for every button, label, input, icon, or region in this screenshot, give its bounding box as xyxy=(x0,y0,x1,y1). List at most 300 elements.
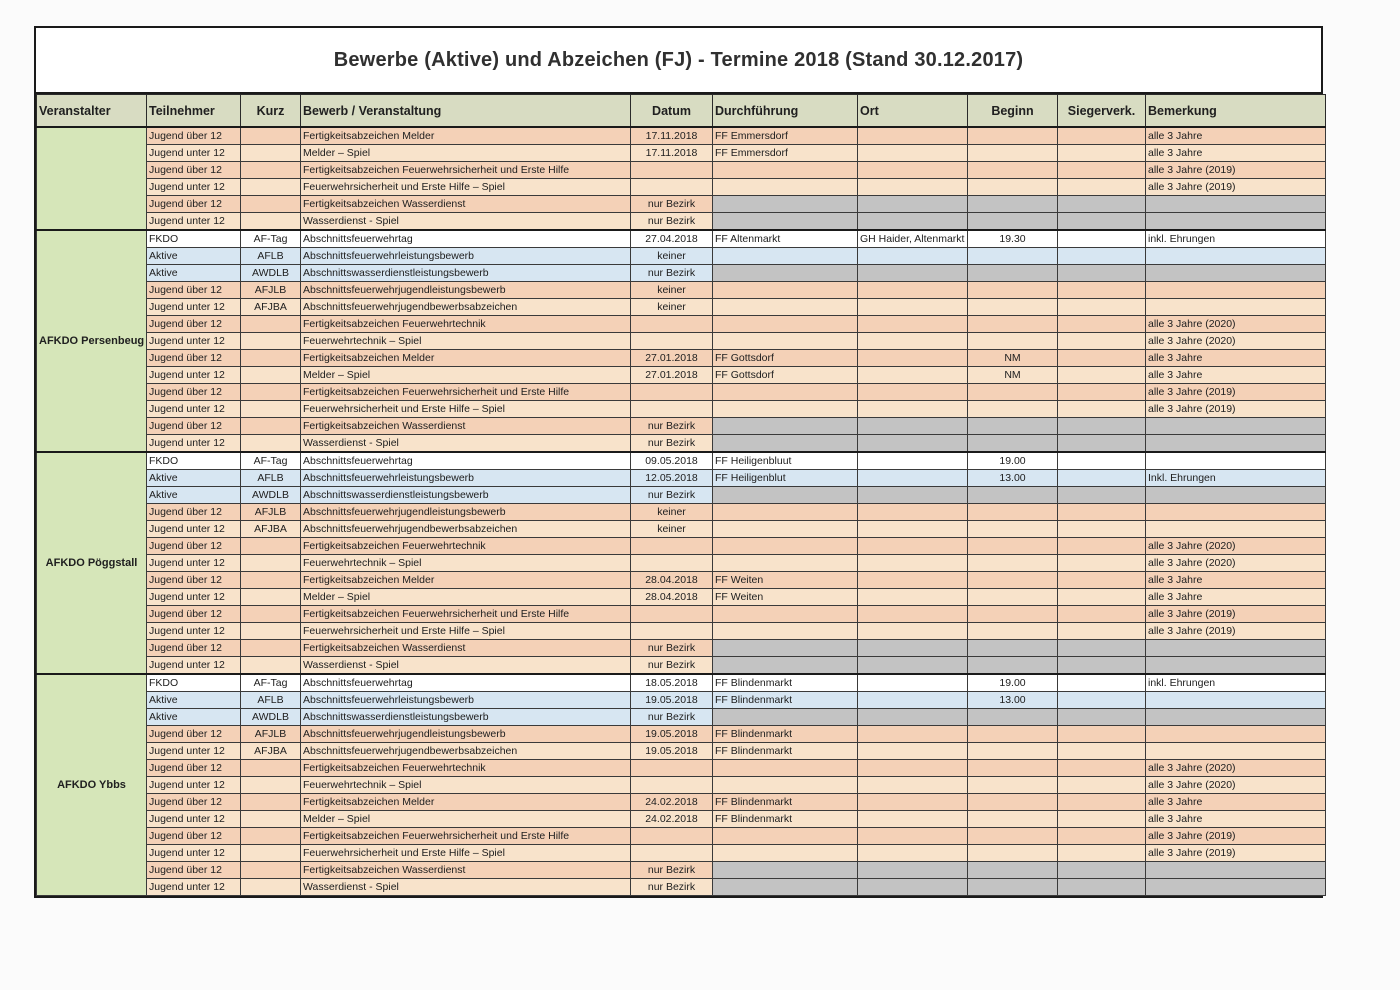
cell-beginn xyxy=(968,845,1058,862)
table-row xyxy=(37,401,1326,418)
cell-bewerb: Feuerwehrsicherheit und Erste Hilfe – Spiel xyxy=(301,401,631,418)
cell-bemerkung: alle 3 Jahre (2020) xyxy=(1146,555,1326,572)
cell-teilnehmer: Jugend über 12 xyxy=(147,726,241,743)
cell-durchfuehrung xyxy=(713,435,858,453)
cell-teilnehmer: Jugend über 12 xyxy=(147,606,241,623)
cell-teilnehmer: Jugend unter 12 xyxy=(147,845,241,862)
cell-ort xyxy=(858,162,968,179)
cell-siegerverk xyxy=(1058,743,1146,760)
cell-bemerkung: inkl. Ehrungen xyxy=(1146,230,1326,248)
cell-datum: 17.11.2018 xyxy=(631,127,713,145)
cell-kurz xyxy=(241,555,301,572)
table-row xyxy=(37,213,1326,231)
cell-kurz: AFJBA xyxy=(241,743,301,760)
cell-siegerverk xyxy=(1058,265,1146,282)
col-header-bemerkung: Bemerkung xyxy=(1146,95,1326,128)
cell-teilnehmer: Jugend über 12 xyxy=(147,862,241,879)
cell-beginn xyxy=(968,487,1058,504)
cell-ort xyxy=(858,418,968,435)
cell-kurz xyxy=(241,418,301,435)
cell-bewerb: Fertigkeitsabzeichen Melder xyxy=(301,794,631,811)
cell-teilnehmer: Jugend über 12 xyxy=(147,418,241,435)
organizer-cell: AFKDO Persenbeug xyxy=(37,230,147,452)
cell-datum: keiner xyxy=(631,248,713,265)
cell-teilnehmer: Jugend unter 12 xyxy=(147,521,241,538)
cell-beginn xyxy=(968,657,1058,675)
table-row xyxy=(37,367,1326,384)
cell-ort xyxy=(858,657,968,675)
cell-ort xyxy=(858,811,968,828)
cell-bewerb: Feuerwehrtechnik – Spiel xyxy=(301,333,631,350)
cell-beginn xyxy=(968,709,1058,726)
cell-bewerb: Abschnittswasserdienstleistungsbewerb xyxy=(301,487,631,504)
cell-kurz xyxy=(241,127,301,145)
cell-datum: 19.05.2018 xyxy=(631,743,713,760)
table-row xyxy=(37,589,1326,606)
cell-ort xyxy=(858,572,968,589)
table-row xyxy=(37,487,1326,504)
cell-bemerkung: Inkl. Ehrungen xyxy=(1146,470,1326,487)
cell-ort xyxy=(858,333,968,350)
cell-datum: 28.04.2018 xyxy=(631,572,713,589)
cell-ort xyxy=(858,589,968,606)
cell-beginn xyxy=(968,333,1058,350)
col-header-beginn: Beginn xyxy=(968,95,1058,128)
cell-siegerverk xyxy=(1058,811,1146,828)
cell-durchfuehrung: FF Altenmarkt xyxy=(713,230,858,248)
cell-bewerb: Fertigkeitsabzeichen Melder xyxy=(301,572,631,589)
cell-ort xyxy=(858,692,968,709)
cell-siegerverk xyxy=(1058,435,1146,453)
cell-beginn xyxy=(968,162,1058,179)
cell-siegerverk xyxy=(1058,470,1146,487)
cell-kurz xyxy=(241,213,301,231)
cell-datum: 09.05.2018 xyxy=(631,452,713,470)
cell-bewerb: Feuerwehrtechnik – Spiel xyxy=(301,555,631,572)
cell-beginn xyxy=(968,862,1058,879)
cell-kurz: AF-Tag xyxy=(241,230,301,248)
cell-beginn xyxy=(968,265,1058,282)
cell-datum: 24.02.2018 xyxy=(631,811,713,828)
cell-durchfuehrung xyxy=(713,179,858,196)
cell-datum: nur Bezirk xyxy=(631,213,713,231)
cell-beginn xyxy=(968,435,1058,453)
cell-bewerb: Abschnittsfeuerwehrjugendleistungsbewerb xyxy=(301,726,631,743)
cell-durchfuehrung xyxy=(713,196,858,213)
cell-siegerverk xyxy=(1058,196,1146,213)
cell-bemerkung xyxy=(1146,743,1326,760)
cell-teilnehmer: Jugend unter 12 xyxy=(147,367,241,384)
cell-siegerverk xyxy=(1058,452,1146,470)
cell-datum: nur Bezirk xyxy=(631,196,713,213)
cell-kurz: AFJLB xyxy=(241,726,301,743)
cell-teilnehmer: Jugend über 12 xyxy=(147,127,241,145)
cell-bemerkung xyxy=(1146,435,1326,453)
cell-bemerkung xyxy=(1146,452,1326,470)
cell-durchfuehrung xyxy=(713,606,858,623)
cell-beginn xyxy=(968,196,1058,213)
cell-bewerb: Fertigkeitsabzeichen Wasserdienst xyxy=(301,418,631,435)
cell-datum: keiner xyxy=(631,299,713,316)
cell-beginn xyxy=(968,504,1058,521)
cell-teilnehmer: Jugend über 12 xyxy=(147,794,241,811)
cell-bewerb: Melder – Spiel xyxy=(301,367,631,384)
cell-durchfuehrung xyxy=(713,265,858,282)
cell-kurz xyxy=(241,657,301,675)
cell-bewerb: Abschnittswasserdienstleistungsbewerb xyxy=(301,265,631,282)
cell-durchfuehrung: FF Gottsdorf xyxy=(713,350,858,367)
cell-ort xyxy=(858,213,968,231)
cell-ort xyxy=(858,299,968,316)
cell-ort xyxy=(858,384,968,401)
cell-teilnehmer: Jugend über 12 xyxy=(147,162,241,179)
cell-kurz xyxy=(241,572,301,589)
cell-bemerkung: alle 3 Jahre (2020) xyxy=(1146,760,1326,777)
col-header-durchfuehrung: Durchführung xyxy=(713,95,858,128)
cell-beginn xyxy=(968,248,1058,265)
cell-datum: nur Bezirk xyxy=(631,265,713,282)
cell-kurz xyxy=(241,367,301,384)
cell-bemerkung: alle 3 Jahre (2020) xyxy=(1146,316,1326,333)
schedule-table xyxy=(36,94,1326,896)
cell-durchfuehrung: FF Emmersdorf xyxy=(713,145,858,162)
cell-teilnehmer: FKDO xyxy=(147,230,241,248)
col-header-siegerverk: Siegerverk. xyxy=(1058,95,1146,128)
table-row xyxy=(37,145,1326,162)
cell-bemerkung: alle 3 Jahre xyxy=(1146,127,1326,145)
cell-ort xyxy=(858,743,968,760)
table-row xyxy=(37,845,1326,862)
table-row xyxy=(37,726,1326,743)
cell-datum xyxy=(631,555,713,572)
table-row xyxy=(37,862,1326,879)
cell-datum xyxy=(631,606,713,623)
cell-beginn xyxy=(968,794,1058,811)
cell-ort xyxy=(858,760,968,777)
cell-bemerkung xyxy=(1146,709,1326,726)
header-row xyxy=(37,95,1326,128)
cell-beginn xyxy=(968,299,1058,316)
cell-bemerkung: alle 3 Jahre xyxy=(1146,145,1326,162)
cell-kurz xyxy=(241,623,301,640)
cell-siegerverk xyxy=(1058,555,1146,572)
cell-durchfuehrung: FF Emmersdorf xyxy=(713,127,858,145)
table-row xyxy=(37,470,1326,487)
cell-ort xyxy=(858,145,968,162)
cell-datum xyxy=(631,384,713,401)
cell-siegerverk xyxy=(1058,879,1146,896)
cell-teilnehmer: FKDO xyxy=(147,452,241,470)
cell-durchfuehrung xyxy=(713,709,858,726)
cell-siegerverk xyxy=(1058,384,1146,401)
cell-bemerkung: alle 3 Jahre (2019) xyxy=(1146,606,1326,623)
cell-durchfuehrung xyxy=(713,538,858,555)
cell-siegerverk xyxy=(1058,794,1146,811)
cell-bewerb: Melder – Spiel xyxy=(301,145,631,162)
cell-bewerb: Fertigkeitsabzeichen Feuerwehrtechnik xyxy=(301,316,631,333)
cell-bewerb: Fertigkeitsabzeichen Wasserdienst xyxy=(301,862,631,879)
cell-kurz: AFJLB xyxy=(241,282,301,299)
cell-teilnehmer: Aktive xyxy=(147,248,241,265)
cell-datum: 12.05.2018 xyxy=(631,470,713,487)
cell-datum xyxy=(631,777,713,794)
cell-datum: nur Bezirk xyxy=(631,862,713,879)
cell-bewerb: Fertigkeitsabzeichen Melder xyxy=(301,350,631,367)
cell-teilnehmer: Jugend über 12 xyxy=(147,350,241,367)
cell-beginn: 13.00 xyxy=(968,470,1058,487)
cell-bemerkung xyxy=(1146,248,1326,265)
cell-kurz xyxy=(241,538,301,555)
cell-teilnehmer: Jugend unter 12 xyxy=(147,555,241,572)
table-row xyxy=(37,538,1326,555)
cell-ort xyxy=(858,606,968,623)
cell-ort xyxy=(858,401,968,418)
cell-siegerverk xyxy=(1058,777,1146,794)
cell-beginn: 19.00 xyxy=(968,674,1058,692)
cell-bewerb: Abschnittsfeuerwehrjugendbewerbsabzeichen xyxy=(301,743,631,760)
cell-ort xyxy=(858,487,968,504)
cell-durchfuehrung xyxy=(713,401,858,418)
cell-bemerkung xyxy=(1146,692,1326,709)
cell-beginn: 19.30 xyxy=(968,230,1058,248)
cell-bewerb: Fertigkeitsabzeichen Wasserdienst xyxy=(301,196,631,213)
cell-durchfuehrung xyxy=(713,282,858,299)
cell-ort xyxy=(858,435,968,453)
cell-kurz: AWDLB xyxy=(241,709,301,726)
cell-siegerverk xyxy=(1058,350,1146,367)
cell-siegerverk xyxy=(1058,538,1146,555)
cell-datum: 19.05.2018 xyxy=(631,692,713,709)
organizer-cell: AFKDO Pöggstall xyxy=(37,452,147,674)
cell-beginn xyxy=(968,384,1058,401)
cell-beginn xyxy=(968,606,1058,623)
table-row xyxy=(37,162,1326,179)
table-row xyxy=(37,709,1326,726)
cell-ort xyxy=(858,265,968,282)
table-row xyxy=(37,265,1326,282)
table-row xyxy=(37,127,1326,145)
cell-siegerverk xyxy=(1058,179,1146,196)
cell-kurz xyxy=(241,828,301,845)
cell-datum: 19.05.2018 xyxy=(631,726,713,743)
cell-ort xyxy=(858,794,968,811)
cell-durchfuehrung xyxy=(713,657,858,675)
cell-teilnehmer: Jugend unter 12 xyxy=(147,435,241,453)
table-row xyxy=(37,418,1326,435)
table-row xyxy=(37,452,1326,470)
schedule-body xyxy=(37,127,1326,896)
cell-teilnehmer: Jugend über 12 xyxy=(147,316,241,333)
cell-bewerb: Feuerwehrtechnik – Spiel xyxy=(301,777,631,794)
organizer-cell xyxy=(37,127,147,230)
cell-kurz xyxy=(241,862,301,879)
cell-durchfuehrung xyxy=(713,418,858,435)
cell-kurz xyxy=(241,640,301,657)
cell-siegerverk xyxy=(1058,230,1146,248)
cell-bemerkung xyxy=(1146,213,1326,231)
cell-siegerverk xyxy=(1058,367,1146,384)
col-header-kurz: Kurz xyxy=(241,95,301,128)
cell-durchfuehrung xyxy=(713,623,858,640)
col-header-teilnehmer: Teilnehmer xyxy=(147,95,241,128)
cell-teilnehmer: Aktive xyxy=(147,709,241,726)
cell-kurz xyxy=(241,589,301,606)
cell-beginn xyxy=(968,418,1058,435)
cell-datum: 27.04.2018 xyxy=(631,230,713,248)
table-row xyxy=(37,384,1326,401)
cell-datum: nur Bezirk xyxy=(631,640,713,657)
cell-ort xyxy=(858,350,968,367)
cell-teilnehmer: Jugend über 12 xyxy=(147,828,241,845)
cell-bewerb: Abschnittsfeuerwehrjugendleistungsbewerb xyxy=(301,282,631,299)
cell-durchfuehrung: FF Blindenmarkt xyxy=(713,811,858,828)
table-row xyxy=(37,435,1326,453)
table-row xyxy=(37,179,1326,196)
cell-bemerkung: alle 3 Jahre (2019) xyxy=(1146,384,1326,401)
cell-siegerverk xyxy=(1058,213,1146,231)
cell-siegerverk xyxy=(1058,589,1146,606)
cell-beginn xyxy=(968,179,1058,196)
cell-datum xyxy=(631,845,713,862)
cell-bemerkung: alle 3 Jahre xyxy=(1146,367,1326,384)
cell-kurz: AFJLB xyxy=(241,504,301,521)
cell-datum xyxy=(631,538,713,555)
cell-durchfuehrung: FF Gottsdorf xyxy=(713,367,858,384)
cell-kurz: AFJBA xyxy=(241,521,301,538)
cell-bemerkung: inkl. Ehrungen xyxy=(1146,674,1326,692)
cell-bemerkung: alle 3 Jahre (2019) xyxy=(1146,179,1326,196)
cell-teilnehmer: Aktive xyxy=(147,265,241,282)
cell-teilnehmer: Jugend unter 12 xyxy=(147,589,241,606)
table-row xyxy=(37,828,1326,845)
cell-bemerkung: alle 3 Jahre (2019) xyxy=(1146,623,1326,640)
cell-datum: keiner xyxy=(631,282,713,299)
cell-kurz: AF-Tag xyxy=(241,674,301,692)
cell-ort xyxy=(858,862,968,879)
cell-kurz: AWDLB xyxy=(241,265,301,282)
cell-bewerb: Abschnittsfeuerwehrleistungsbewerb xyxy=(301,248,631,265)
cell-beginn xyxy=(968,538,1058,555)
cell-beginn xyxy=(968,640,1058,657)
cell-teilnehmer: Jugend unter 12 xyxy=(147,333,241,350)
cell-bemerkung: alle 3 Jahre xyxy=(1146,589,1326,606)
cell-siegerverk xyxy=(1058,657,1146,675)
cell-ort xyxy=(858,777,968,794)
cell-siegerverk xyxy=(1058,418,1146,435)
cell-durchfuehrung: FF Blindenmarkt xyxy=(713,743,858,760)
cell-datum: nur Bezirk xyxy=(631,487,713,504)
table-row xyxy=(37,248,1326,265)
cell-teilnehmer: Jugend unter 12 xyxy=(147,623,241,640)
cell-bewerb: Fertigkeitsabzeichen Feuerwehrsicherheit und Erste Hilfe xyxy=(301,606,631,623)
cell-bemerkung xyxy=(1146,726,1326,743)
cell-ort xyxy=(858,521,968,538)
cell-bewerb: Wasserdienst - Spiel xyxy=(301,657,631,675)
cell-ort xyxy=(858,828,968,845)
cell-durchfuehrung xyxy=(713,384,858,401)
cell-teilnehmer: Jugend unter 12 xyxy=(147,743,241,760)
cell-beginn xyxy=(968,879,1058,896)
cell-bemerkung: alle 3 Jahre xyxy=(1146,794,1326,811)
cell-kurz: AFLB xyxy=(241,692,301,709)
cell-bemerkung: alle 3 Jahre (2019) xyxy=(1146,162,1326,179)
cell-bewerb: Abschnittsfeuerwehrjugendbewerbsabzeichen xyxy=(301,299,631,316)
cell-kurz: AFJBA xyxy=(241,299,301,316)
table-row xyxy=(37,606,1326,623)
cell-beginn xyxy=(968,743,1058,760)
cell-bemerkung xyxy=(1146,418,1326,435)
cell-teilnehmer: Jugend über 12 xyxy=(147,538,241,555)
cell-bemerkung: alle 3 Jahre xyxy=(1146,572,1326,589)
cell-durchfuehrung: FF Weiten xyxy=(713,572,858,589)
cell-bewerb: Feuerwehrsicherheit und Erste Hilfe – Spiel xyxy=(301,623,631,640)
cell-durchfuehrung xyxy=(713,521,858,538)
cell-kurz xyxy=(241,179,301,196)
cell-beginn: 13.00 xyxy=(968,692,1058,709)
cell-siegerverk xyxy=(1058,333,1146,350)
cell-beginn: NM xyxy=(968,367,1058,384)
cell-beginn xyxy=(968,127,1058,145)
cell-bewerb: Fertigkeitsabzeichen Feuerwehrtechnik xyxy=(301,760,631,777)
cell-siegerverk xyxy=(1058,145,1146,162)
cell-ort xyxy=(858,127,968,145)
cell-ort xyxy=(858,640,968,657)
col-header-ort: Ort xyxy=(858,95,968,128)
cell-durchfuehrung: FF Blindenmarkt xyxy=(713,794,858,811)
cell-teilnehmer: Jugend über 12 xyxy=(147,384,241,401)
cell-siegerverk xyxy=(1058,504,1146,521)
cell-durchfuehrung xyxy=(713,862,858,879)
cell-siegerverk xyxy=(1058,401,1146,418)
cell-durchfuehrung xyxy=(713,828,858,845)
table-row xyxy=(37,743,1326,760)
cell-ort xyxy=(858,196,968,213)
cell-siegerverk xyxy=(1058,316,1146,333)
cell-ort xyxy=(858,674,968,692)
cell-siegerverk xyxy=(1058,299,1146,316)
cell-siegerverk xyxy=(1058,640,1146,657)
cell-beginn xyxy=(968,145,1058,162)
cell-beginn xyxy=(968,760,1058,777)
cell-siegerverk xyxy=(1058,674,1146,692)
cell-bewerb: Wasserdienst - Spiel xyxy=(301,435,631,453)
cell-durchfuehrung xyxy=(713,213,858,231)
table-row xyxy=(37,230,1326,248)
table-row xyxy=(37,879,1326,896)
schedule-sheet xyxy=(34,26,1323,898)
cell-datum xyxy=(631,401,713,418)
cell-beginn xyxy=(968,777,1058,794)
cell-ort xyxy=(858,504,968,521)
cell-bewerb: Fertigkeitsabzeichen Feuerwehrsicherheit und Erste Hilfe xyxy=(301,384,631,401)
cell-beginn xyxy=(968,623,1058,640)
cell-ort xyxy=(858,248,968,265)
cell-datum: 24.02.2018 xyxy=(631,794,713,811)
cell-beginn: 19.00 xyxy=(968,452,1058,470)
cell-ort xyxy=(858,470,968,487)
cell-siegerverk xyxy=(1058,248,1146,265)
cell-ort xyxy=(858,879,968,896)
cell-datum: 18.05.2018 xyxy=(631,674,713,692)
cell-bewerb: Abschnittswasserdienstleistungsbewerb xyxy=(301,709,631,726)
cell-bewerb: Fertigkeitsabzeichen Wasserdienst xyxy=(301,640,631,657)
cell-kurz xyxy=(241,606,301,623)
table-row xyxy=(37,299,1326,316)
cell-kurz xyxy=(241,162,301,179)
table-row xyxy=(37,350,1326,367)
cell-siegerverk xyxy=(1058,487,1146,504)
table-row xyxy=(37,282,1326,299)
